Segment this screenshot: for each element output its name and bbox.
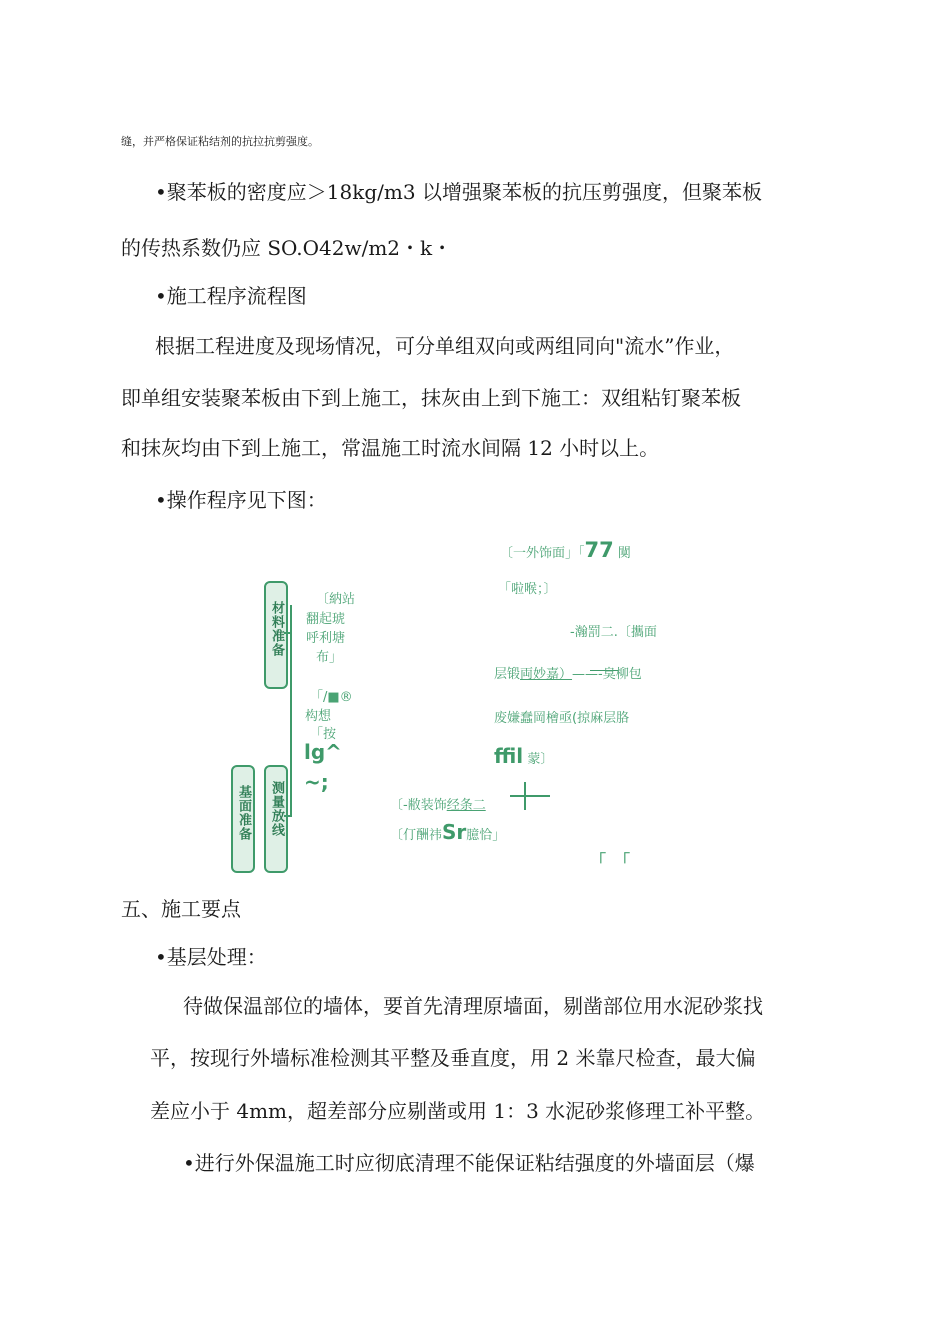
materials-label: 材料准备 <box>269 601 284 657</box>
diagram-note: 布」 <box>316 650 343 665</box>
paragraph-line: 平，按现行外墙标准检测其平整及垂直度，用 2 米靠尺检查，最大偏 <box>150 1046 756 1070</box>
density-bullet-cont: 的传热系数仍应 SO.O42w/m2・k・ <box>121 236 453 260</box>
paragraph-line: 即单组安装聚苯板由下到上施工，抹灰由上到下施工：双组粘钉聚苯板 <box>121 386 741 410</box>
connector-line <box>284 815 292 817</box>
base-treatment-bullet: •基层处理： <box>155 945 267 969</box>
diagram-note: 翻起琥 <box>306 612 346 627</box>
measure-label: 测量放线 <box>269 781 284 837</box>
diagram-note: lg^ <box>304 740 342 764</box>
connector-line <box>284 632 292 634</box>
continued-text-line: 缝，并严格保证粘结剂的抗拉抗剪强度。 <box>121 135 319 148</box>
measure-box <box>264 765 288 873</box>
diagram-note: 层锻両妙嘉）——-臭柳包 <box>494 667 642 682</box>
diagram-note: ffil 蒙〕 <box>494 744 554 768</box>
diagram-note: 构想 <box>305 709 332 724</box>
diagram-note: 〔仃酬祎Sr臆恰」 <box>390 820 506 844</box>
materials-box <box>264 581 288 689</box>
paragraph-line: 待做保温部位的墙体，要首先清理原墙面，剔凿部位用水泥砂浆找 <box>183 994 763 1018</box>
base-label: 基面准备 <box>236 785 251 841</box>
diagram-note: 废嫌蠢岡檜亟(掠麻层胳 <box>494 711 630 726</box>
diagram-note: 「按 <box>310 727 337 742</box>
paragraph-line: 差应小于 4mm，超差部分应剔凿或用 1：3 水泥砂浆修理工补平整。 <box>150 1099 766 1123</box>
diagram-note: 「 「 <box>590 851 631 870</box>
connector-line <box>510 795 550 797</box>
flowchart-bullet: •施工程序流程图 <box>155 284 307 308</box>
diagram-note: 「/■® <box>310 690 353 705</box>
diagram-note: 〔一外饰面」「77 闃 <box>500 538 631 562</box>
paragraph-line: 根据工程进度及现场情况，可分单组双向或两组同向"流水”作业， <box>155 334 735 358</box>
base-box <box>231 765 255 873</box>
connector-line <box>290 605 292 815</box>
density-bullet: •聚苯板的密度应＞18kg/m3 以增强聚苯板的抗压剪强度，但聚苯板 <box>155 180 762 204</box>
connector-line <box>524 782 526 810</box>
cleaning-bullet: •进行外保温施工时应彻底清理不能保证粘结强度的外墙面层（爆 <box>183 1151 755 1175</box>
diagram-note: ~; <box>304 770 329 794</box>
section-heading: 五、施工要点 <box>121 897 241 921</box>
paragraph-line: 和抹灰均由下到上施工，常温施工时流水间隔 12 小时以上。 <box>121 436 660 460</box>
diagram-note: 呼利塘 <box>306 631 346 646</box>
procedure-bullet: •操作程序见下图： <box>155 488 327 512</box>
diagram-note: -瀚罰二.〔攜面 <box>570 625 657 640</box>
diagram-note: 「啦喉；〕 <box>498 582 557 597</box>
diagram-note: 〔-敝装饰经条二 <box>390 798 486 813</box>
diagram-note: 〔納站 <box>316 592 356 607</box>
